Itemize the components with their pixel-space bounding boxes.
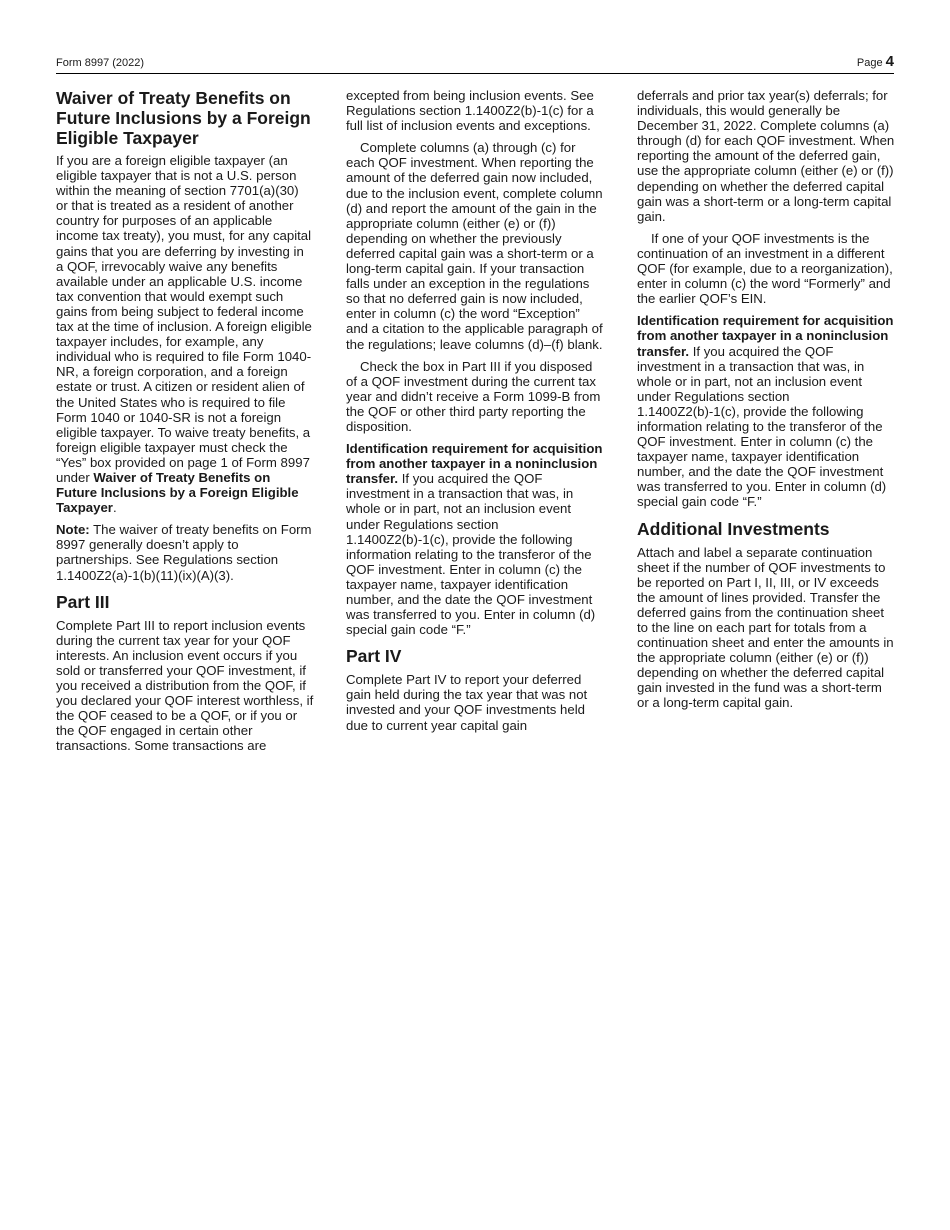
waiver-text: If you are a foreign eligible taxpayer (an eligible taxpayer that is not a U.S. person within the meaning of section 7701(a)(30) or that is treated as a resident of another country for purposes of an applicable income tax treaty), you must, for any capital gains that you are deferring by investing in a QOF, irrevocably waive any benefits available under an applicable U.S. income tax convention that would exempt such gains from being subject to federal income tax at the time of inclusion. A foreign eligible taxpayer includes, for example, any individual who is required to file Form 1040-NR, a foreign corporation, and a foreign estate or trust. A citizen or resident alien of the United States who is required to file Form 1040 or 1040-SR is not a foreign eligible taxpayer. To waive treaty benefits, a foreign eligible taxpayer must check the “Yes” box provided on page 1 of Form 8997 under [56, 153, 312, 485]
waiver-end: . [112, 500, 117, 516]
page-label: Page [856, 57, 883, 69]
exceptions-paragraph: excepted from being inclusion events. See Regulations section 1.1400Z2(b)-1(c) for a full list of inclusion events and exceptions. [346, 88, 594, 134]
column-1 [56, 88, 314, 760]
page-indicator [857, 53, 894, 70]
additional-investments-heading: Additional Investments [637, 518, 830, 539]
identification-paragraph [346, 441, 604, 637]
additional-investments-paragraph: Attach and label a separate continuation sheet if the number of QOF investments to be reported on Part I, II, III, or IV exceeds the amount of lines provided. Transfer the deferred gains from the continuation sheet to the line on each part for totals from a continuation sheet and enter the amounts in the appropriate column (either (e) or (f)) depending on whether the deferred capital gain invested in the fund was a short-term or a long-term capital gain. [637, 544, 894, 711]
part3-paragraph: Complete Part III to report inclusion events during the current tax year for your QOF interests. An inclusion event occurs if you sold or transferred your QOF investment, if you received a distribution from the QOF, if you declared your QOF interest worthless, if the QOF ceased to be a QOF, or if you or the QOF engaged in certain other transactions. Some transactions are [56, 617, 314, 754]
continuation-paragraph: If one of your QOF investments is the continuation of an investment in a different QOF (for example, due to a reorganization), enter in column (c) the word “Formerly” and the earlier QOF’s EIN. [637, 230, 893, 307]
form-label: Form 8997 (2022) [56, 57, 145, 69]
identification-bold: Identification requirement for acquisition from another taxpayer in a noninclusion transfer. [346, 441, 603, 487]
column-3 [637, 88, 895, 718]
identification-text-2: If you acquired the QOF investment in a transaction that was, in whole or in part, not an inclusion event under Regulations section 1.1400Z2(b)-1(c), provide the following information relating to the transferor of the QOF investment. Enter in column (c) the taxpayer name, taxpayer identification number, and the date the QOF investment was transferred to you. Enter in column (d) special gain code “F.” [637, 343, 887, 510]
waiver-bold-text: Waiver of Treaty Benefits on Future Inclusions by a Foreign Eligible Taxpayer [56, 469, 299, 516]
part3-heading: Part III [56, 591, 110, 612]
column-2 [346, 88, 604, 740]
page-number: 4 [885, 53, 894, 70]
part3-checkbox-paragraph: Check the box in Part III if you disposed of a QOF investment during the current tax year and didn’t receive a Form 1099-B from the QOF or other third party reporting the disposition. [346, 358, 601, 434]
part3-columns-paragraph: Complete columns (a) through (c) for each QOF investment. When reporting the amount of the deferred gain now included, due to the inclusion event, complete column (d) and report the amount of the gain in the appropriate column (either (e) or (f)) depending on whether the previously deferred capital gain was a short-term or a long-term capital gain. If your transaction falls under an exception in the regulations so that no deferred gain is now included, enter in column (c) the word “Exception” and a citation to the applicable paragraph of the regulations; leave columns (d)–(f) blank. [346, 140, 603, 352]
waiver-heading: Waiver of Treaty Benefits on Future Inclusions by a Foreign Eligible Taxpayer [56, 88, 311, 148]
header-rule [56, 73, 894, 74]
identification-text: If you acquired the QOF investment in a transaction that was, in whole or in part, not an inclusion event under Regulations section 1.1400Z2(b)-1(c), provide the following information relating to the transferor of the QOF investment. Enter in column (c) the taxpayer name, taxpayer identification number, and the date the QOF investment was transferred to you. Enter in column (d) special gain code “F.” [346, 471, 596, 638]
note-paragraph [56, 522, 314, 582]
waiver-paragraph [56, 153, 314, 515]
note-label: Note: [56, 522, 90, 538]
identification-bold-2: Identification requirement for acquisition from another taxpayer in a noninclusion transfer. [637, 313, 894, 359]
part4-heading: Part IV [346, 646, 402, 667]
note-text: The waiver of treaty benefits on Form 8997 generally doesn’t apply to partnerships. See Regulations section 1.1400Z2(a)-1(b)(11)(ix)(A)(3). [56, 522, 312, 583]
deferrals-paragraph: deferrals and prior tax year(s) deferrals; for individuals, this would generally be December 31, 2022. Complete columns (a) through (d) for each QOF investment. When reporting the amount of the deferred gain, use the appropriate column (either (e) or (f)) depending on whether the deferred capital gain was a short-term or a long-term capital gain. [637, 88, 895, 224]
part4-paragraph: Complete Part IV to report your deferred gain held during the tax year that was not invested and your QOF investments held due to current year capital gain [346, 672, 588, 733]
identification-paragraph-2 [637, 313, 895, 509]
